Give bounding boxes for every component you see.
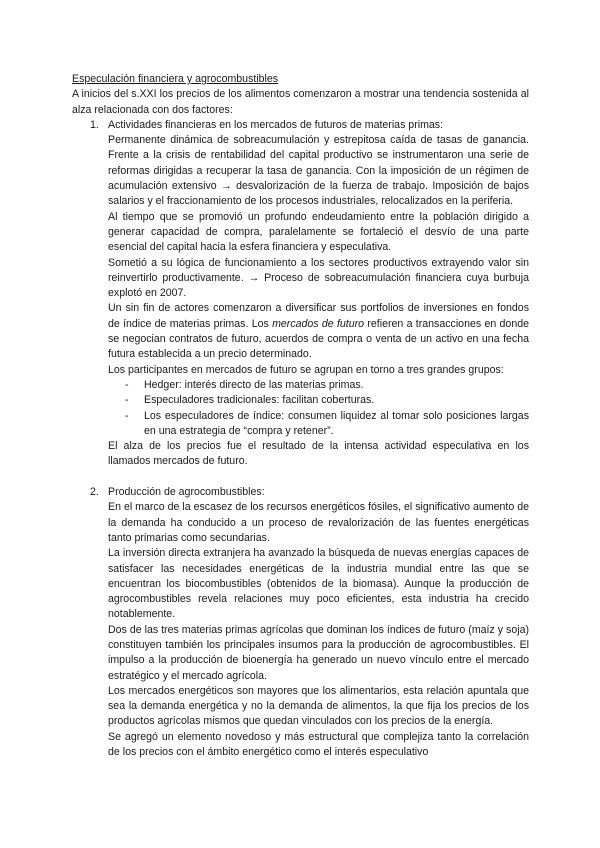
paragraph-futures: Un sin fin de actores comenzaron a diversificar sus portfolios de inversiones en fondos de índice de materias primas. Los mercados de futuro refieren a transacciones en donde se negocian contratos de futuro, acuerdos de compra o venta de un activo en una fecha futura establecida a un precio determinado. bbox=[108, 302, 529, 361]
paragraph: Los participantes en mercados de futuro se agrupan en torno a tres grandes grupos: bbox=[108, 363, 504, 376]
list-item-2 bbox=[72, 485, 529, 500]
list-item-1 bbox=[72, 118, 529, 133]
paragraph: La inversión directa extranjera ha avanzado la búsqueda de nuevas energías capaces de satisfacer las necesidades energéticas de la industria mundial entre las que se encuentran los biocombustibles (obtenidos de la biomasa). Aunque la producción de agrocombustibles revela relaciones muy poco eficientes, esta industria ha crecido notablemente. bbox=[108, 547, 529, 621]
paragraph: En el marco de la escasez de los recursos energéticos fósiles, el significativo aumento de la demanda ha conducido a un proceso de revalorización de las fuentes energéticas tanto primarias como secundarias. bbox=[108, 501, 529, 544]
section-1-conclusion bbox=[72, 439, 529, 470]
paragraph: El alza de los precios fue el resultado de la intensa actividad especulativa en los llamados mercados de futuro. bbox=[108, 440, 529, 468]
futures-markets-term: mercados de futuro bbox=[272, 317, 365, 330]
dash-marker: - bbox=[125, 409, 129, 422]
list-number-1: 1. bbox=[90, 118, 99, 131]
section-title: Especulación financiera y agrocombustibles bbox=[72, 73, 279, 85]
paragraph: Al tiempo que se promovió un profundo endeudamiento entre la población dirigido a generar capacidad de compra, paralelamente se fortaleció el desvío de una parte esencial del capital hacia la esfera financiera y especulativa. bbox=[108, 210, 529, 254]
bullet-text: Especuladores tradicionales: facilitan coberturas. bbox=[144, 394, 375, 407]
paragraph: Dos de las tres materias primas agrícolas que dominan los índices de futuro (maíz y soja) constituyen también los principales insumos para la producción de agrocombustibles. El impulso a la producción de bioenergía ha generado un nuevo vínculo entre el mercado estratégico y el mercado agrícola. bbox=[108, 623, 529, 682]
paragraph: Los mercados energéticos son mayores que los alimentarios, esta relación apuntala que sea la demanda energética y no la demanda de alimentos, la que fija los precios de los productos agrícolas mismos que quedan vinculados con los precios de la energía. bbox=[108, 684, 529, 728]
list-number-2: 2. bbox=[90, 486, 99, 499]
blank-line bbox=[72, 470, 529, 485]
document-body bbox=[72, 72, 529, 760]
paragraph: Se agregó un elemento novedoso y más estructural que complejiza tanto la correlación de los precios con el ámbito energético como el interés especulativo bbox=[108, 730, 529, 759]
list-item-1-heading: Actividades financieras en los mercados de futuros de materias primas: bbox=[108, 118, 444, 131]
section-1-body bbox=[72, 133, 529, 378]
paragraph: Sometió a su lógica de funcionamiento a los sectores productivos extrayendo valor sin reinvertirlo productivamente. → Proceso de sobreacumulación financiera cuya burbuja explotó en 2007. bbox=[108, 256, 529, 300]
section-2-body bbox=[72, 500, 529, 760]
list-item-2-heading: Producción de agrocombustibles: bbox=[108, 486, 265, 499]
paragraph: Permanente dinámica de sobreacumulación y estrepitosa caída de tasas de ganancia. Frente a la crisis de rentabilidad del capital productivo se instrumentaron una serie de reformas dirigidas a recuperar la tasa de ganancia. Con la imposición de un régimen de acumulación extensivo → desvalorización de la fuerza de trabajo. Imposición de bajos salarios y el fraccionamiento de los procesos industriales, relocalizados en la periferia. bbox=[108, 134, 529, 208]
intro-paragraph: A inicios del s.XXI los precios de los alimentos comenzaron a mostrar una tendencia sostenida al alza relacionada con dos factores: bbox=[72, 88, 529, 116]
bullet-item bbox=[72, 393, 529, 408]
dash-marker: - bbox=[125, 394, 129, 407]
dash-marker: - bbox=[125, 378, 129, 391]
bullet-text: Los especuladores de índice: consumen liquidez al tomar solo posiciones largas en una estrategia de “compra y retener”. bbox=[144, 409, 529, 437]
bullet-item bbox=[72, 409, 529, 440]
bullet-item bbox=[72, 378, 529, 393]
bullet-text: Hedger: interés directo de las materias primas. bbox=[144, 378, 364, 391]
